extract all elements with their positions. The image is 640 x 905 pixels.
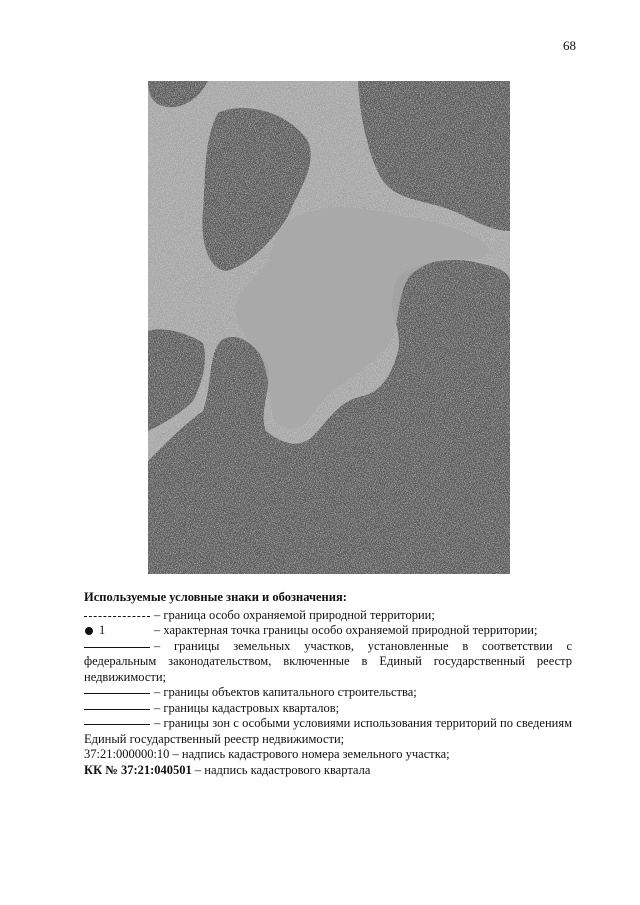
cadastral-quarter-example: КК № 37:21:040501 (84, 762, 192, 777)
line-symbol (84, 685, 154, 700)
legend-item (84, 701, 572, 717)
legend-item (84, 763, 572, 779)
dot-icon (85, 627, 93, 635)
map-image (148, 81, 510, 574)
legend-item (84, 608, 572, 624)
legend-item (84, 623, 572, 639)
legend-item-desc: – границы объектов капитального строительства; (154, 685, 417, 699)
legend-item (84, 716, 572, 747)
legend-item-desc: – границы земельных участков, установленные в соответствии с федеральным законодательством, включенные в Единый государственный реестр недвижимости; (84, 638, 572, 684)
dashed-line-symbol (84, 608, 154, 623)
point-symbol (84, 623, 154, 638)
legend-item-desc: – границы зон с особыми условиями использования территорий по сведениям Единый государственный реестр недвижимости; (84, 716, 572, 746)
legend-item (84, 747, 572, 763)
point-label: 1 (99, 623, 106, 637)
legend-item-desc: – надпись кадастрового квартала (194, 762, 371, 777)
legend-item (84, 639, 572, 686)
legend-item-desc: – надпись кадастрового номера земельного участка; (172, 747, 450, 761)
legend-item-desc: – границы кадастровых кварталов; (154, 700, 340, 715)
cadastral-number-example: 37:21:000000:10 (84, 747, 170, 761)
legend-item-desc: – граница особо охраняемой природной территории; (154, 607, 435, 622)
legend (84, 590, 572, 778)
legend-title: Используемые условные знаки и обозначения: (84, 590, 347, 604)
legend-item (84, 685, 572, 701)
line-symbol (84, 639, 154, 654)
line-symbol (84, 701, 154, 716)
legend-item-desc: – характерная точка границы особо охраняемой природной территории; (154, 623, 538, 637)
line-symbol (84, 716, 154, 731)
page-number: 68 (563, 38, 576, 53)
